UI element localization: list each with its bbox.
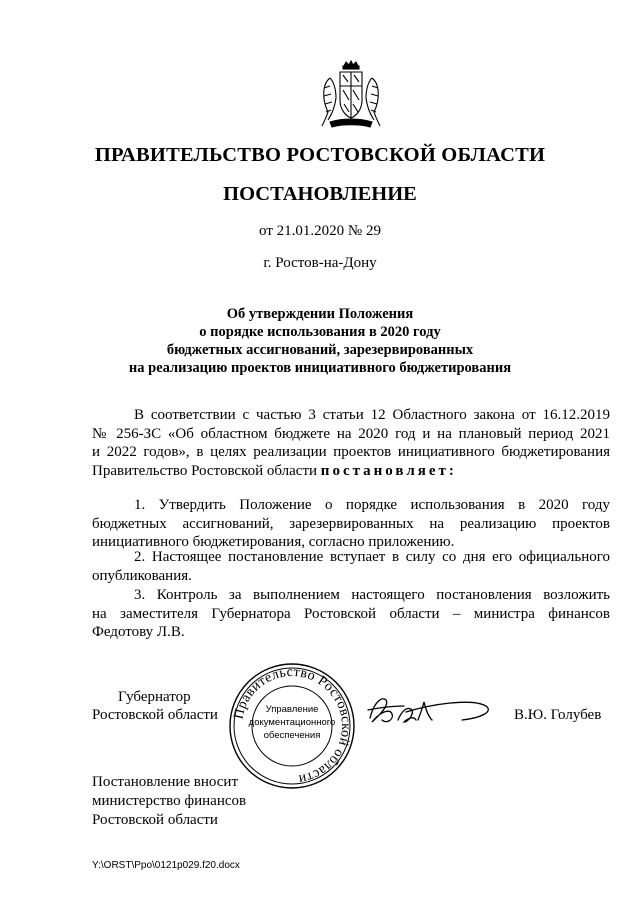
stamp-center-line: документационного xyxy=(248,717,336,728)
document-type: ПОСТАНОВЛЕНИЕ xyxy=(223,183,417,205)
signer-position-line2: Ростовской области xyxy=(92,707,218,723)
preamble-line: В соответствии с частью 3 статьи 12 Областного закона от 16.12.2019 xyxy=(134,407,610,423)
date-number: от 21.01.2020 № 29 xyxy=(259,223,381,239)
title-line: Об утверждении Положения xyxy=(226,306,414,322)
city: г. Ростов-на-Дону xyxy=(263,255,377,271)
preamble-line: и 2022 годов», в целях реализации проектов инициативного бюджетирования xyxy=(92,444,610,461)
stamp-center-line: обеспечения xyxy=(263,730,321,741)
stamp-center-line: Управление xyxy=(265,704,319,715)
title-line: бюджетных ассигнований, зарезервированных xyxy=(166,342,474,358)
item-line: на заместителя Губернатора Ростовской области – министра финансов xyxy=(92,605,610,622)
signer-position-line1: Губернатор xyxy=(118,689,191,705)
handwritten-signature xyxy=(362,688,502,732)
preamble-line: № 256-ЗС «Об областном бюджете на 2020 год и на плановый период 2021 xyxy=(92,425,610,442)
submitter-line: Постановление вносит xyxy=(92,774,239,790)
title-line: о порядке использования в 2020 году xyxy=(199,324,441,340)
item-2 xyxy=(92,548,610,585)
preamble xyxy=(92,406,610,481)
file-path: Y:\ORST\Ppo\0121p029.f20.docx xyxy=(92,860,240,871)
rostov-oblast-coat-of-arms-icon xyxy=(316,60,386,130)
submitter xyxy=(92,773,246,830)
signer-name: В.Ю. Голубев xyxy=(514,707,602,723)
preamble-subject: Правительство Ростовской области xyxy=(92,463,321,480)
document-title xyxy=(0,305,640,377)
item-line: 3. Контроль за выполнением настоящего постановления возложить xyxy=(134,587,610,603)
item-line: 2. Настоящее постановление вступает в силу со дня его официального xyxy=(134,549,610,565)
resolve-word: постановляет: xyxy=(320,463,457,480)
item-3 xyxy=(92,586,610,642)
item-line: Федотову Л.В. xyxy=(92,624,185,641)
item-line: 1. Утвердить Положение о порядке использования в 2020 году xyxy=(134,497,610,513)
item-line: бюджетных ассигнований, зарезервированных на реализацию проектов xyxy=(92,515,610,532)
government-name: ПРАВИТЕЛЬСТВО РОСТОВСКОЙ ОБЛАСТИ xyxy=(94,144,546,166)
item-line: инициативного бюджетирования, согласно приложению. xyxy=(92,534,455,551)
item-line: опубликования. xyxy=(92,567,192,584)
item-1 xyxy=(92,496,610,552)
submitter-line: министерство финансов xyxy=(92,793,247,809)
submitter-line: Ростовской области xyxy=(92,812,218,828)
preamble-line xyxy=(92,462,610,481)
title-line: на реализацию проектов инициативного бюджетирования xyxy=(128,360,512,376)
stamp-ring-text: Правительство Ростовской области xyxy=(231,664,354,787)
